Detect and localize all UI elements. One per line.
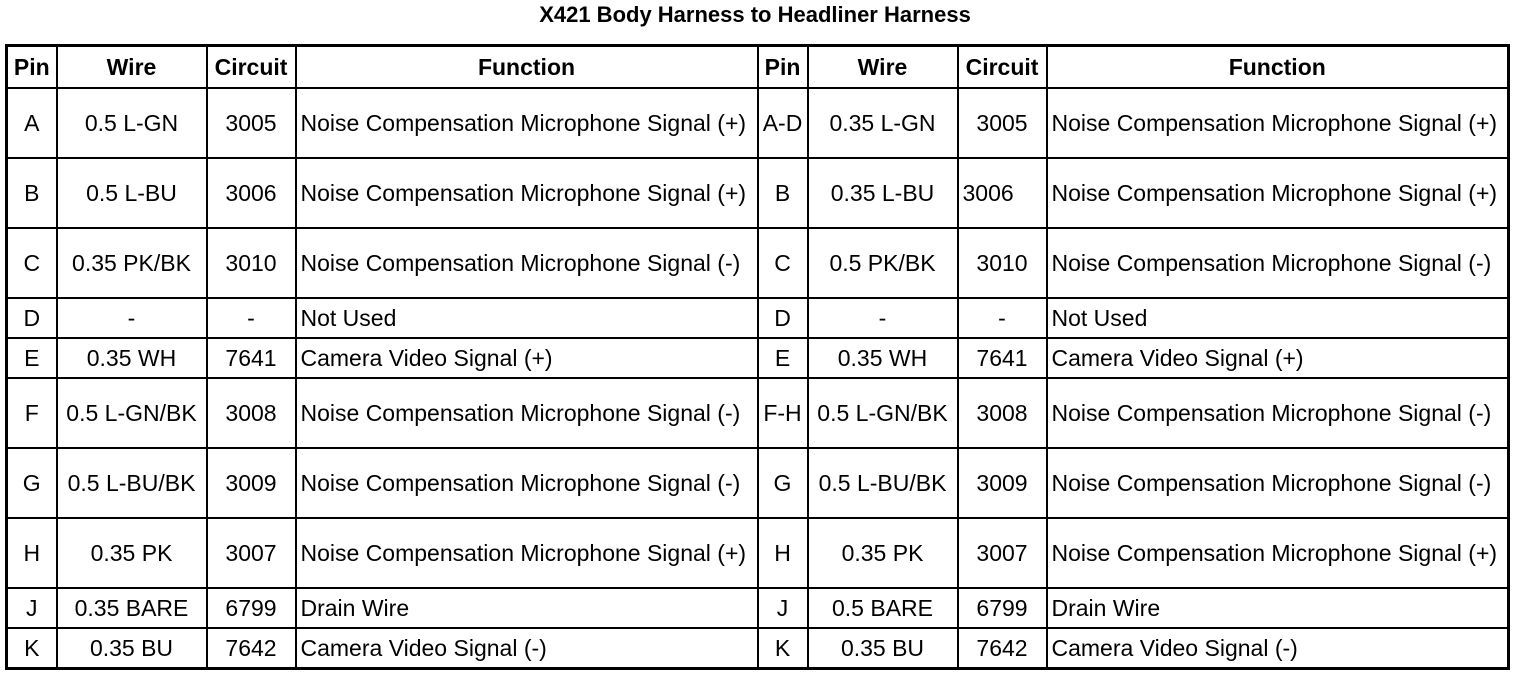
circuit-cell: 3005 — [958, 88, 1047, 158]
header-circuit: Circuit — [207, 46, 296, 89]
table-row — [7, 448, 1509, 518]
table-row — [7, 378, 1509, 448]
wire-cell: 0.35 PK — [57, 518, 207, 588]
header-circuit: Circuit — [958, 46, 1047, 89]
pin-cell: J — [7, 588, 57, 628]
circuit-cell: 7642 — [207, 628, 296, 669]
wire-cell: 0.35 WH — [57, 338, 207, 378]
circuit-cell: 7642 — [958, 628, 1047, 669]
pin-cell: K — [758, 628, 808, 669]
function-cell: Noise Compensation Microphone Signal (+) — [1047, 88, 1509, 158]
table-row — [7, 588, 1509, 628]
wire-cell: - — [808, 298, 958, 338]
circuit-cell: 3006 — [207, 158, 296, 228]
header-function: Function — [1047, 46, 1509, 89]
wire-cell: 0.35 L-GN — [808, 88, 958, 158]
circuit-cell: 6799 — [207, 588, 296, 628]
function-cell: Noise Compensation Microphone Signal (+) — [1047, 158, 1509, 228]
wire-cell: - — [57, 298, 207, 338]
function-cell: Drain Wire — [296, 588, 758, 628]
function-cell: Noise Compensation Microphone Signal (-) — [296, 448, 758, 518]
header-pin: Pin — [7, 46, 57, 89]
circuit-cell: 3009 — [958, 448, 1047, 518]
pin-cell: C — [7, 228, 57, 298]
pin-cell: B — [758, 158, 808, 228]
function-cell: Noise Compensation Microphone Signal (-) — [1047, 228, 1509, 298]
pin-cell: A — [7, 88, 57, 158]
wire-cell: 0.35 WH — [808, 338, 958, 378]
pin-cell: G — [758, 448, 808, 518]
wire-cell: 0.35 BU — [808, 628, 958, 669]
wire-cell: 0.35 PK — [808, 518, 958, 588]
pin-cell: E — [7, 338, 57, 378]
pin-cell: E — [758, 338, 808, 378]
circuit-cell: 3008 — [207, 378, 296, 448]
pin-cell: K — [7, 628, 57, 669]
function-cell: Camera Video Signal (-) — [296, 628, 758, 669]
wire-cell: 0.35 BARE — [57, 588, 207, 628]
function-cell: Noise Compensation Microphone Signal (-) — [296, 378, 758, 448]
circuit-cell: 3010 — [958, 228, 1047, 298]
pin-cell: B — [7, 158, 57, 228]
circuit-cell: - — [958, 298, 1047, 338]
pin-cell: D — [7, 298, 57, 338]
circuit-cell: 3005 — [207, 88, 296, 158]
function-cell: Noise Compensation Microphone Signal (+) — [296, 518, 758, 588]
header-row — [7, 46, 1509, 89]
wire-cell: 0.5 L-BU — [57, 158, 207, 228]
table-row — [7, 628, 1509, 669]
header-function: Function — [296, 46, 758, 89]
circuit-cell: 3009 — [207, 448, 296, 518]
connector-pinout-table — [5, 44, 1510, 670]
wire-cell: 0.5 L-GN/BK — [808, 378, 958, 448]
pin-cell: F — [7, 378, 57, 448]
function-cell: Camera Video Signal (-) — [1047, 628, 1509, 669]
pin-cell: J — [758, 588, 808, 628]
pin-cell: A-D — [758, 88, 808, 158]
function-cell: Noise Compensation Microphone Signal (+) — [296, 88, 758, 158]
table-row — [7, 338, 1509, 378]
circuit-cell: 3007 — [207, 518, 296, 588]
circuit-cell: 6799 — [958, 588, 1047, 628]
function-cell: Camera Video Signal (+) — [296, 338, 758, 378]
pin-cell: F-H — [758, 378, 808, 448]
document-title: X421 Body Harness to Headliner Harness — [539, 2, 971, 27]
circuit-cell: 7641 — [207, 338, 296, 378]
function-cell: Camera Video Signal (+) — [1047, 338, 1509, 378]
circuit-cell: 3007 — [958, 518, 1047, 588]
wire-cell: 0.35 L-BU — [808, 158, 958, 228]
table-row — [7, 228, 1509, 298]
table-row — [7, 298, 1509, 338]
table-row — [7, 518, 1509, 588]
wire-cell: 0.35 PK/BK — [57, 228, 207, 298]
function-cell: Not Used — [296, 298, 758, 338]
circuit-cell: 3006 — [958, 158, 1047, 228]
wire-cell: 0.5 L-BU/BK — [57, 448, 207, 518]
wire-cell: 0.5 L-GN/BK — [57, 378, 207, 448]
circuit-cell: 7641 — [958, 338, 1047, 378]
header-wire: Wire — [57, 46, 207, 89]
function-cell: Noise Compensation Microphone Signal (-) — [1047, 378, 1509, 448]
circuit-cell: 3008 — [958, 378, 1047, 448]
function-cell: Noise Compensation Microphone Signal (+) — [296, 158, 758, 228]
wire-cell: 0.5 L-BU/BK — [808, 448, 958, 518]
pin-cell: G — [7, 448, 57, 518]
function-cell: Noise Compensation Microphone Signal (+) — [1047, 518, 1509, 588]
wire-cell: 0.5 PK/BK — [808, 228, 958, 298]
circuit-cell: 3010 — [207, 228, 296, 298]
pin-cell: H — [758, 518, 808, 588]
table-row — [7, 158, 1509, 228]
function-cell: Noise Compensation Microphone Signal (-) — [296, 228, 758, 298]
pin-cell: C — [758, 228, 808, 298]
wire-cell: 0.5 L-GN — [57, 88, 207, 158]
wire-cell: 0.5 BARE — [808, 588, 958, 628]
header-pin: Pin — [758, 46, 808, 89]
pin-cell: D — [758, 298, 808, 338]
pin-cell: H — [7, 518, 57, 588]
function-cell: Drain Wire — [1047, 588, 1509, 628]
header-wire: Wire — [808, 46, 958, 89]
wire-cell: 0.35 BU — [57, 628, 207, 669]
table-row — [7, 88, 1509, 158]
function-cell: Noise Compensation Microphone Signal (-) — [1047, 448, 1509, 518]
circuit-cell: - — [207, 298, 296, 338]
function-cell: Not Used — [1047, 298, 1509, 338]
